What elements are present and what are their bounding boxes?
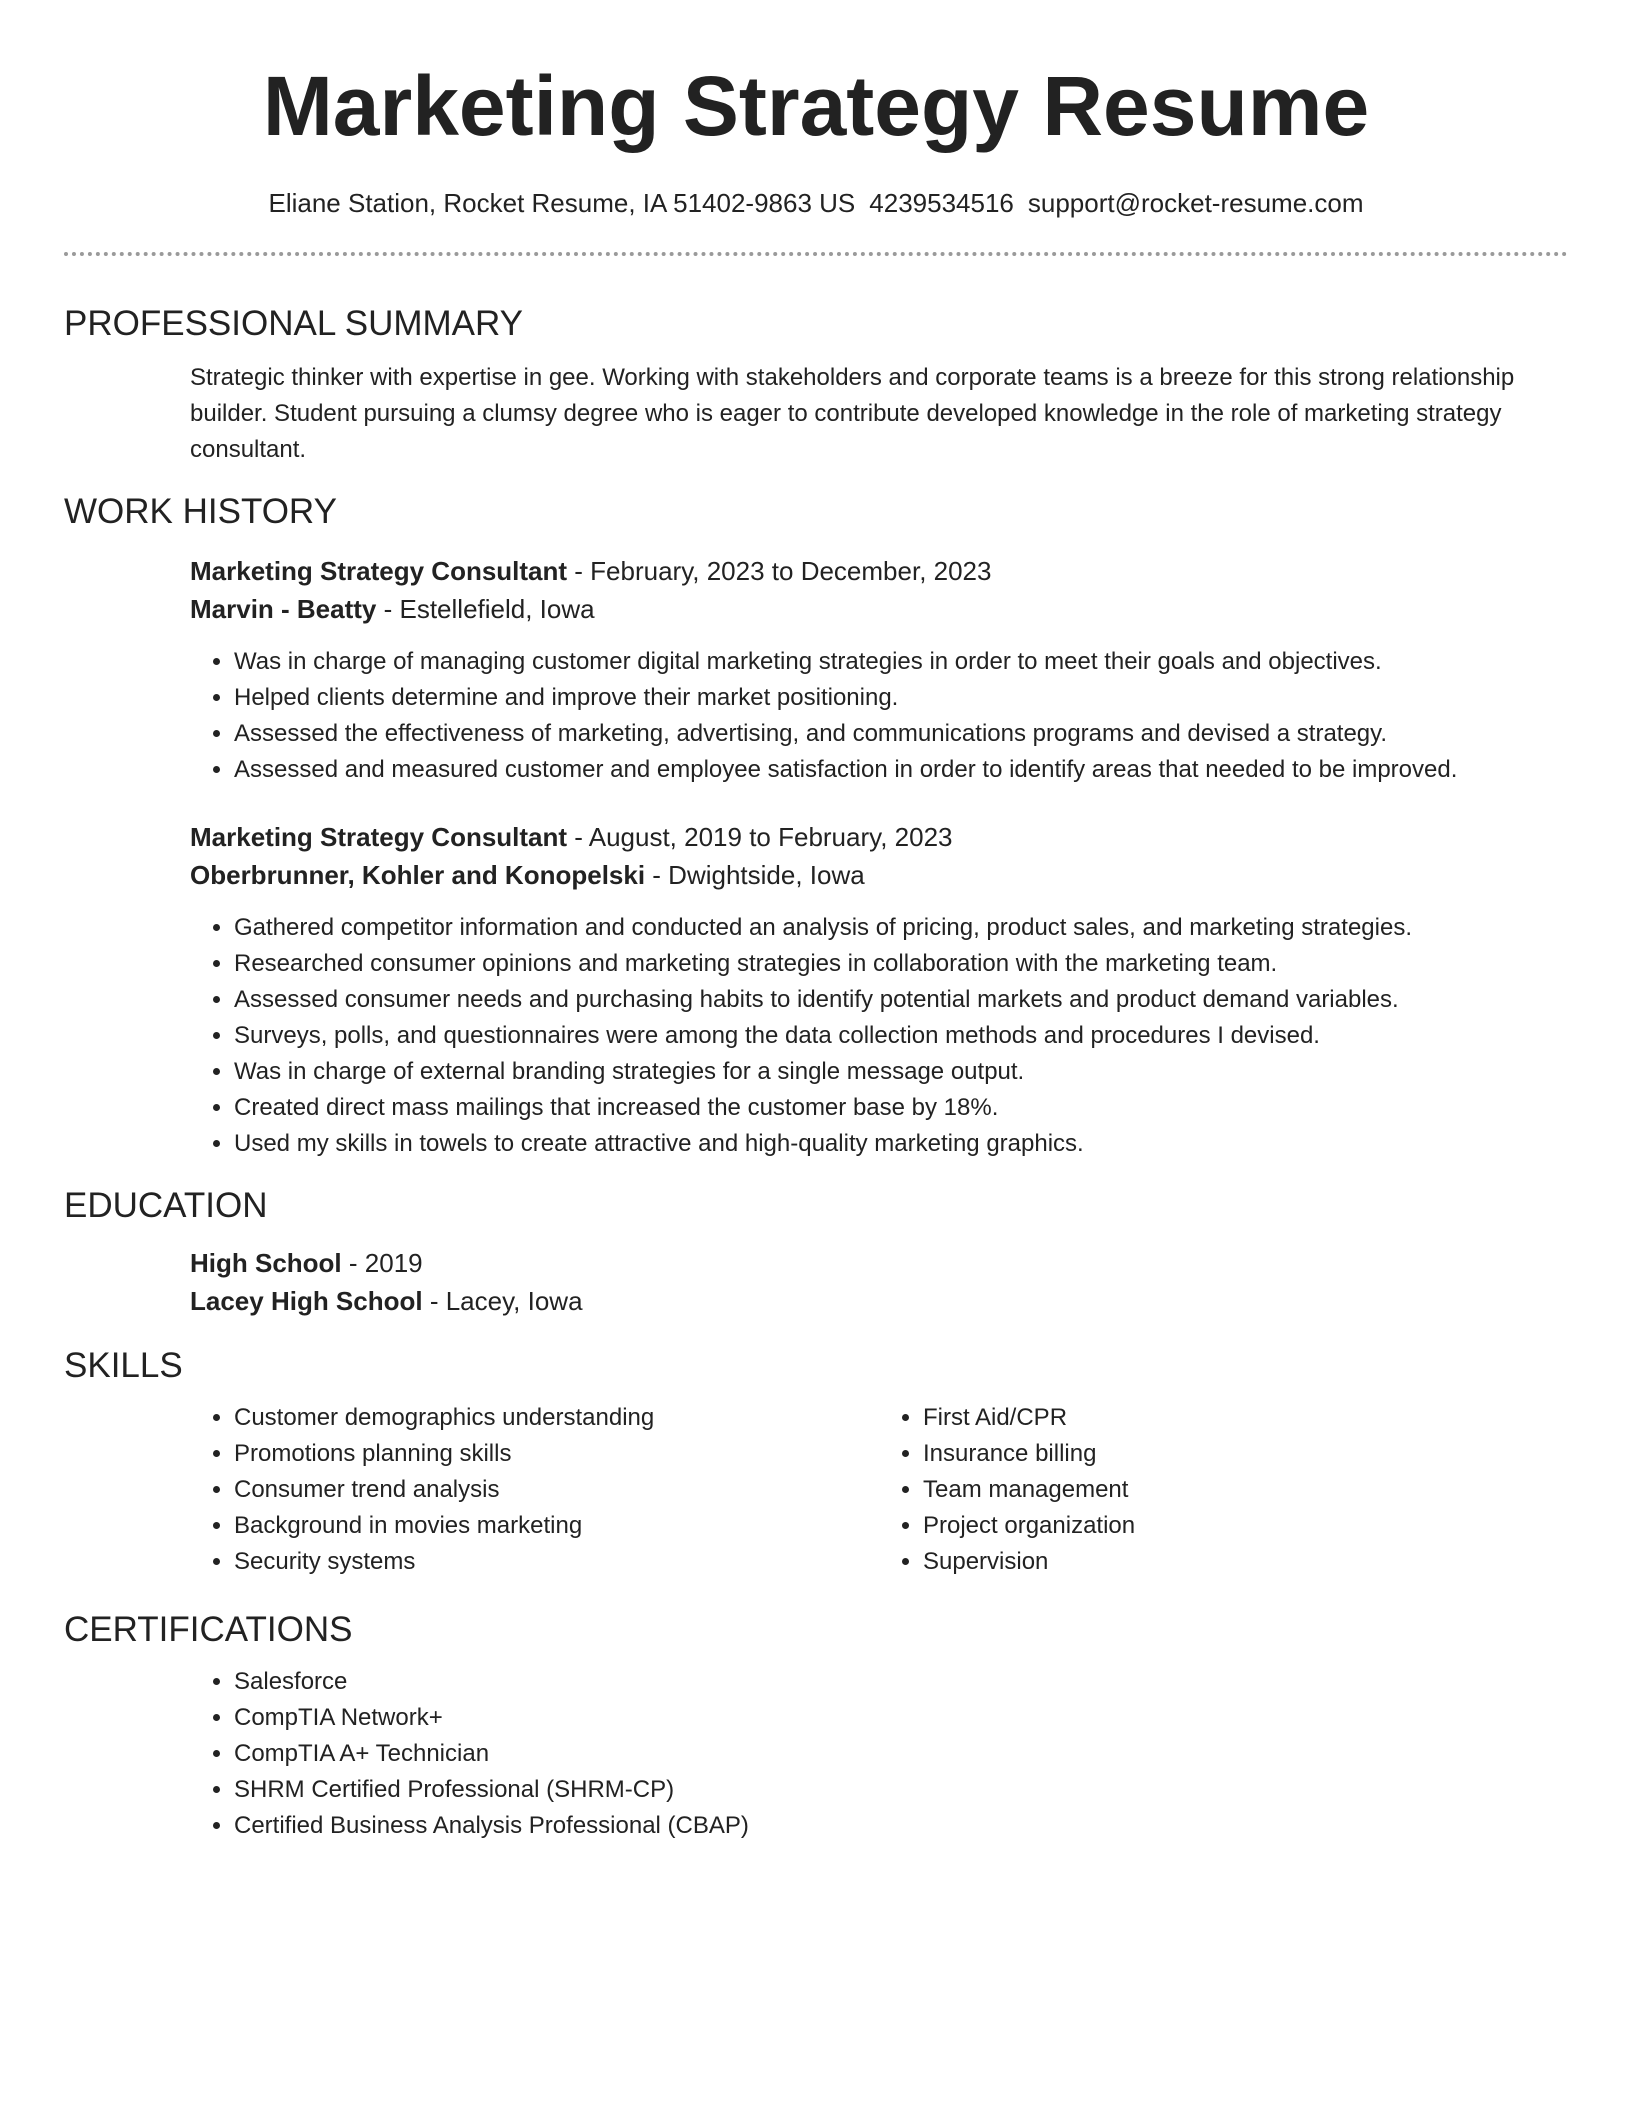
job-company: Oberbrunner, Kohler and Konopelski bbox=[190, 860, 646, 890]
certification-item: • CompTIA Network+ bbox=[234, 1700, 1568, 1736]
job-company-line bbox=[190, 856, 1568, 894]
job-bullet: • Gathered competitor information and conducted an analysis of pricing, product sales, and marketing strategies. bbox=[234, 910, 1568, 946]
skills-list-right bbox=[879, 1400, 1568, 1580]
skill-item: • Security systems bbox=[234, 1544, 879, 1580]
job-bullet: • Assessed the effectiveness of marketing, advertising, and communications programs and devised a strategy. bbox=[234, 716, 1568, 752]
education-degree: High School bbox=[190, 1248, 342, 1278]
summary-heading: PROFESSIONAL SUMMARY bbox=[64, 304, 523, 343]
job-dates: - February, 2023 to December, 2023 bbox=[567, 556, 992, 586]
summary-section bbox=[64, 360, 1568, 468]
skill-item: • Promotions planning skills bbox=[234, 1436, 879, 1472]
certification-item: • SHRM Certified Professional (SHRM-CP) bbox=[234, 1772, 1568, 1808]
job-bullet: • Surveys, polls, and questionnaires were among the data collection methods and procedures I devised. bbox=[234, 1018, 1568, 1054]
education-section bbox=[64, 1244, 1568, 1320]
certification-item: • Certified Business Analysis Professional (CBAP) bbox=[234, 1808, 1568, 1844]
job-bullets bbox=[190, 910, 1568, 1162]
certification-item: • Salesforce bbox=[234, 1664, 1568, 1700]
education-heading: EDUCATION bbox=[64, 1186, 268, 1225]
summary-text: Strategic thinker with expertise in gee. Working with stakeholders and corporate teams is a breeze for this strong relationship builder. Student pursuing a clumsy degree who is eager to contribute developed knowledge in the role of marketing strategy consultant. bbox=[190, 364, 1515, 463]
job-role: Marketing Strategy Consultant bbox=[190, 556, 568, 586]
job-location: - Estellefield, Iowa bbox=[376, 594, 595, 624]
job-bullet: • Created direct mass mailings that increased the customer base by 18%. bbox=[234, 1090, 1568, 1126]
certifications-section bbox=[64, 1664, 1568, 1844]
job-bullet: • Helped clients determine and improve their market positioning. bbox=[234, 680, 1568, 716]
job-bullet: • Used my skills in towels to create attractive and high-quality marketing graphics. bbox=[234, 1126, 1568, 1162]
certification-item: • CompTIA A+ Technician bbox=[234, 1736, 1568, 1772]
job-title-line bbox=[190, 552, 1568, 590]
education-degree-line bbox=[190, 1244, 1568, 1282]
education-location: - Lacey, Iowa bbox=[422, 1286, 583, 1316]
skill-item: • Supervision bbox=[923, 1544, 1568, 1580]
contact-phone: 4239534516 bbox=[869, 188, 1014, 218]
work-history-section bbox=[64, 552, 1568, 1162]
contact-address: Eliane Station, Rocket Resume, IA 51402-9863 US bbox=[268, 188, 856, 218]
skills-grid bbox=[190, 1400, 1568, 1580]
job-role: Marketing Strategy Consultant bbox=[190, 822, 568, 852]
job-bullets bbox=[190, 644, 1568, 788]
education-school: Lacey High School bbox=[190, 1286, 423, 1316]
work-history-heading: WORK HISTORY bbox=[64, 492, 337, 531]
skills-section bbox=[64, 1400, 1568, 1580]
job-entry bbox=[190, 552, 1568, 788]
job-company-line bbox=[190, 590, 1568, 628]
skill-item: • Project organization bbox=[923, 1508, 1568, 1544]
job-bullet: • Researched consumer opinions and marketing strategies in collaboration with the marketing team. bbox=[234, 946, 1568, 982]
job-bullet: • Was in charge of managing customer digital marketing strategies in order to meet their goals and objectives. bbox=[234, 644, 1568, 680]
certifications-heading: CERTIFICATIONS bbox=[64, 1610, 353, 1649]
certifications-list bbox=[190, 1664, 1568, 1844]
job-entry bbox=[190, 818, 1568, 1162]
job-title-line bbox=[190, 818, 1568, 856]
skill-item: • Customer demographics understanding bbox=[234, 1400, 879, 1436]
contact-line bbox=[64, 186, 1568, 220]
job-bullet: • Assessed consumer needs and purchasing habits to identify potential markets and product demand variables. bbox=[234, 982, 1568, 1018]
header-divider bbox=[64, 252, 1568, 256]
job-company: Marvin - Beatty bbox=[190, 594, 377, 624]
skill-item: • Insurance billing bbox=[923, 1436, 1568, 1472]
education-school-line bbox=[190, 1282, 1568, 1320]
job-dates: - August, 2019 to February, 2023 bbox=[567, 822, 953, 852]
job-location: - Dwightside, Iowa bbox=[645, 860, 865, 890]
skill-item: • Background in movies marketing bbox=[234, 1508, 879, 1544]
skill-item: • Consumer trend analysis bbox=[234, 1472, 879, 1508]
resume-title: Marketing Strategy Resume bbox=[262, 59, 1370, 153]
skill-item: • First Aid/CPR bbox=[923, 1400, 1568, 1436]
skills-list-left bbox=[190, 1400, 879, 1580]
job-bullet: • Was in charge of external branding strategies for a single message output. bbox=[234, 1054, 1568, 1090]
job-bullet: • Assessed and measured customer and employee satisfaction in order to identify areas that needed to be improved. bbox=[234, 752, 1568, 788]
education-year: - 2019 bbox=[341, 1248, 423, 1278]
skill-item: • Team management bbox=[923, 1472, 1568, 1508]
skills-heading: SKILLS bbox=[64, 1346, 183, 1385]
contact-email: support@rocket-resume.com bbox=[1027, 188, 1364, 218]
